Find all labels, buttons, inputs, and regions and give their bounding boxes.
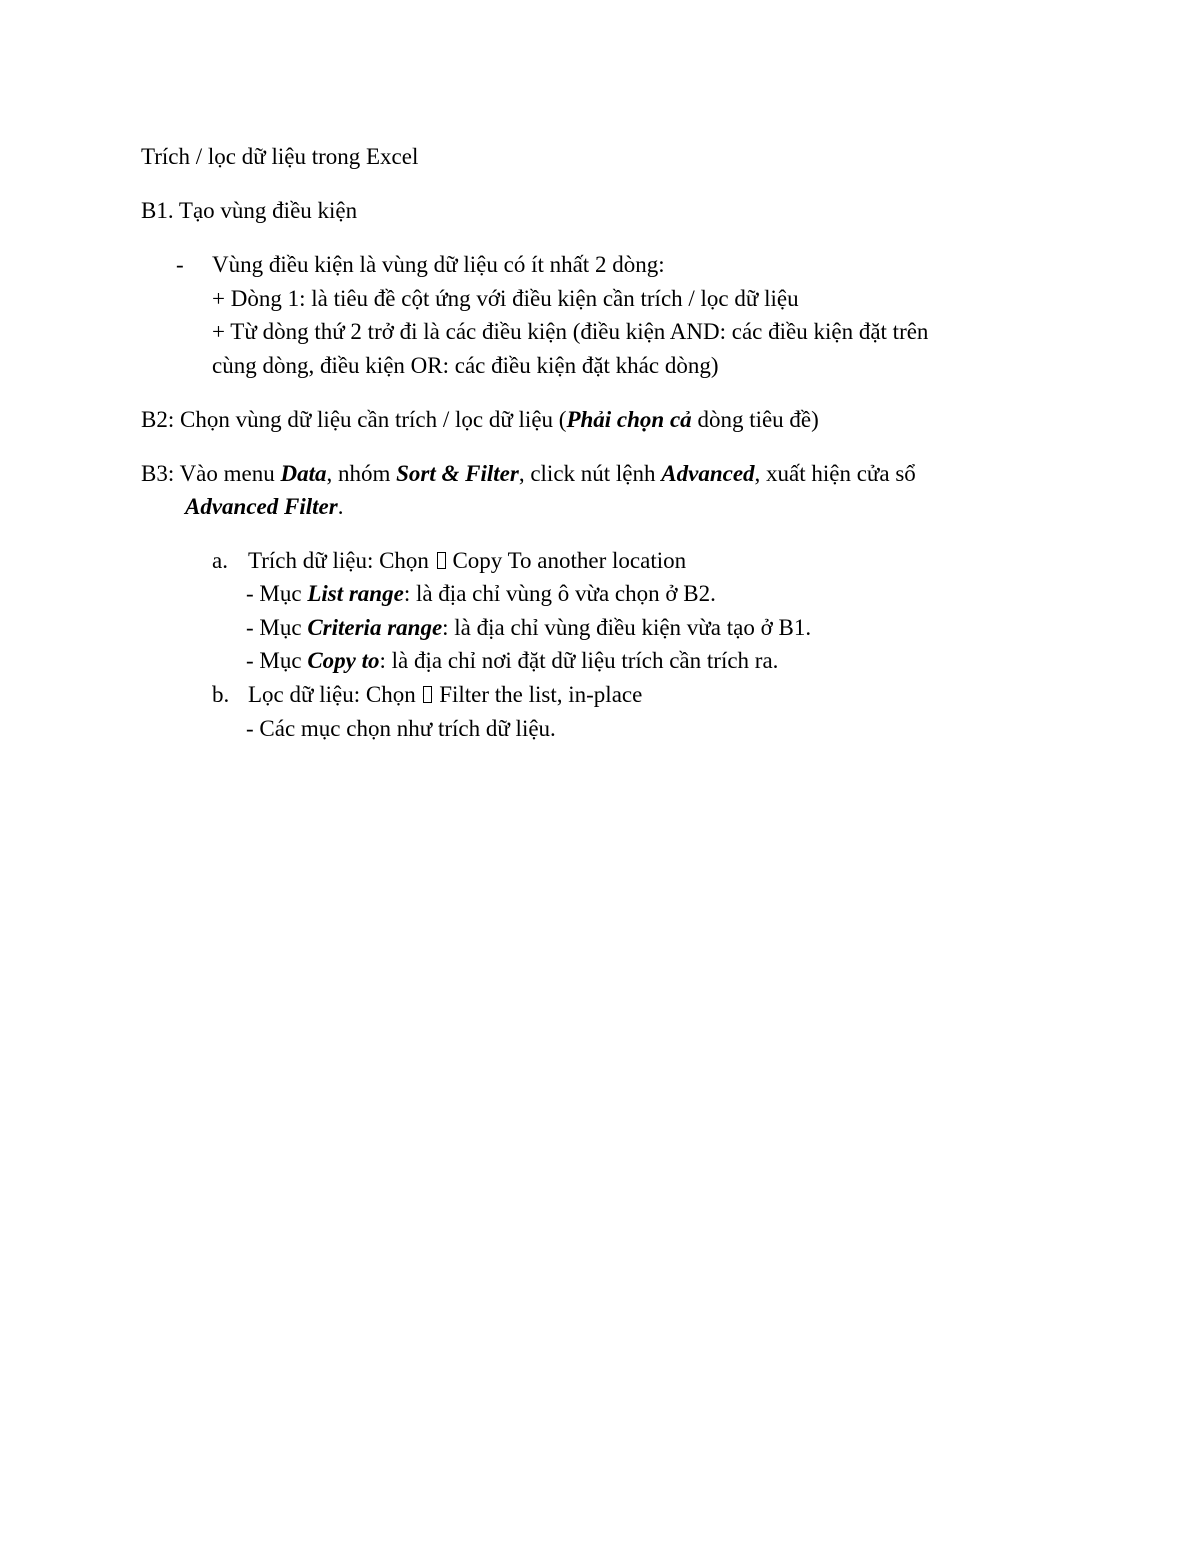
b3-text: B3: Vào menu — [141, 461, 281, 486]
b1-bullet-text: Vùng điều kiện là vùng dữ liệu có ít nhất 2 dòng: — [212, 252, 665, 277]
b3-text: . — [337, 494, 344, 519]
step-b1-heading: B1. Tạo vùng điều kiện — [141, 198, 358, 223]
item-b-text — [248, 681, 642, 709]
item-a-text-before: Trích dữ liệu: Chọn — [248, 548, 435, 573]
b2-text-before: B2: Chọn vùng dữ liệu cần trích / lọc dữ liệu ( — [141, 407, 567, 432]
b3-text: , nhóm — [326, 461, 397, 486]
item-b-text-after: Filter the list, in-place — [433, 682, 643, 707]
step-b2 — [141, 406, 819, 434]
step-b3-line-2 — [185, 493, 343, 521]
b2-emphasis: Phải chọn cả — [566, 407, 692, 432]
item-a-text-after: Copy To another location — [446, 548, 687, 573]
criteria-range-label: Criteria range — [307, 615, 443, 640]
b2-text-after: dòng tiêu đề) — [691, 407, 819, 432]
item-b-note: - Các mục chọn như trích dữ liệu. — [246, 716, 556, 741]
item-a-criteria-range — [246, 614, 811, 642]
b3-text: , click nút lệnh — [518, 461, 662, 486]
item-a-copy-to — [246, 647, 778, 675]
b1-sub-item-2-line-2: cùng dòng, điều kiện OR: các điều kiện đặt khác dòng) — [212, 353, 719, 378]
b3-command-advanced: Advanced — [661, 461, 755, 486]
b3-text: , xuất hiện cửa sổ — [754, 461, 916, 486]
b3-group-sort-filter: Sort & Filter — [396, 461, 519, 486]
list-range-label: List range — [307, 581, 404, 606]
item-b-text-before: Lọc dữ liệu: Chọn — [248, 682, 422, 707]
copy-to-text: : là địa chỉ nơi đặt dữ liệu trích cần trích ra. — [379, 648, 779, 673]
criteria-range-text: : là địa chỉ vùng điều kiện vừa tạo ở B1. — [442, 615, 812, 640]
b3-menu-data: Data — [280, 461, 327, 486]
list-range-text: : là địa chỉ vùng ô vừa chọn ở B2. — [403, 581, 716, 606]
bullet-dash: - — [176, 252, 184, 277]
document-title: Trích / lọc dữ liệu trong Excel — [141, 144, 419, 169]
prefix: - Mục — [246, 581, 308, 606]
b3-window-name: Advanced Filter — [185, 494, 338, 519]
item-a-marker: a. — [212, 548, 228, 573]
b1-sub-item-2-line-1: + Từ dòng thứ 2 trở đi là các điều kiện (điều kiện AND: các điều kiện đặt trên — [212, 319, 929, 344]
item-a-text — [248, 547, 686, 575]
prefix: - Mục — [246, 648, 308, 673]
missing-glyph-icon — [423, 686, 432, 703]
prefix: - Mục — [246, 615, 308, 640]
b1-sub-item-1: + Dòng 1: là tiêu đề cột ứng với điều kiện cần trích / lọc dữ liệu — [212, 286, 799, 311]
missing-glyph-icon — [437, 552, 446, 569]
item-b-marker: b. — [212, 682, 230, 707]
step-b3-line-1 — [141, 460, 916, 488]
copy-to-label: Copy to — [307, 648, 380, 673]
item-a-list-range — [246, 580, 716, 608]
